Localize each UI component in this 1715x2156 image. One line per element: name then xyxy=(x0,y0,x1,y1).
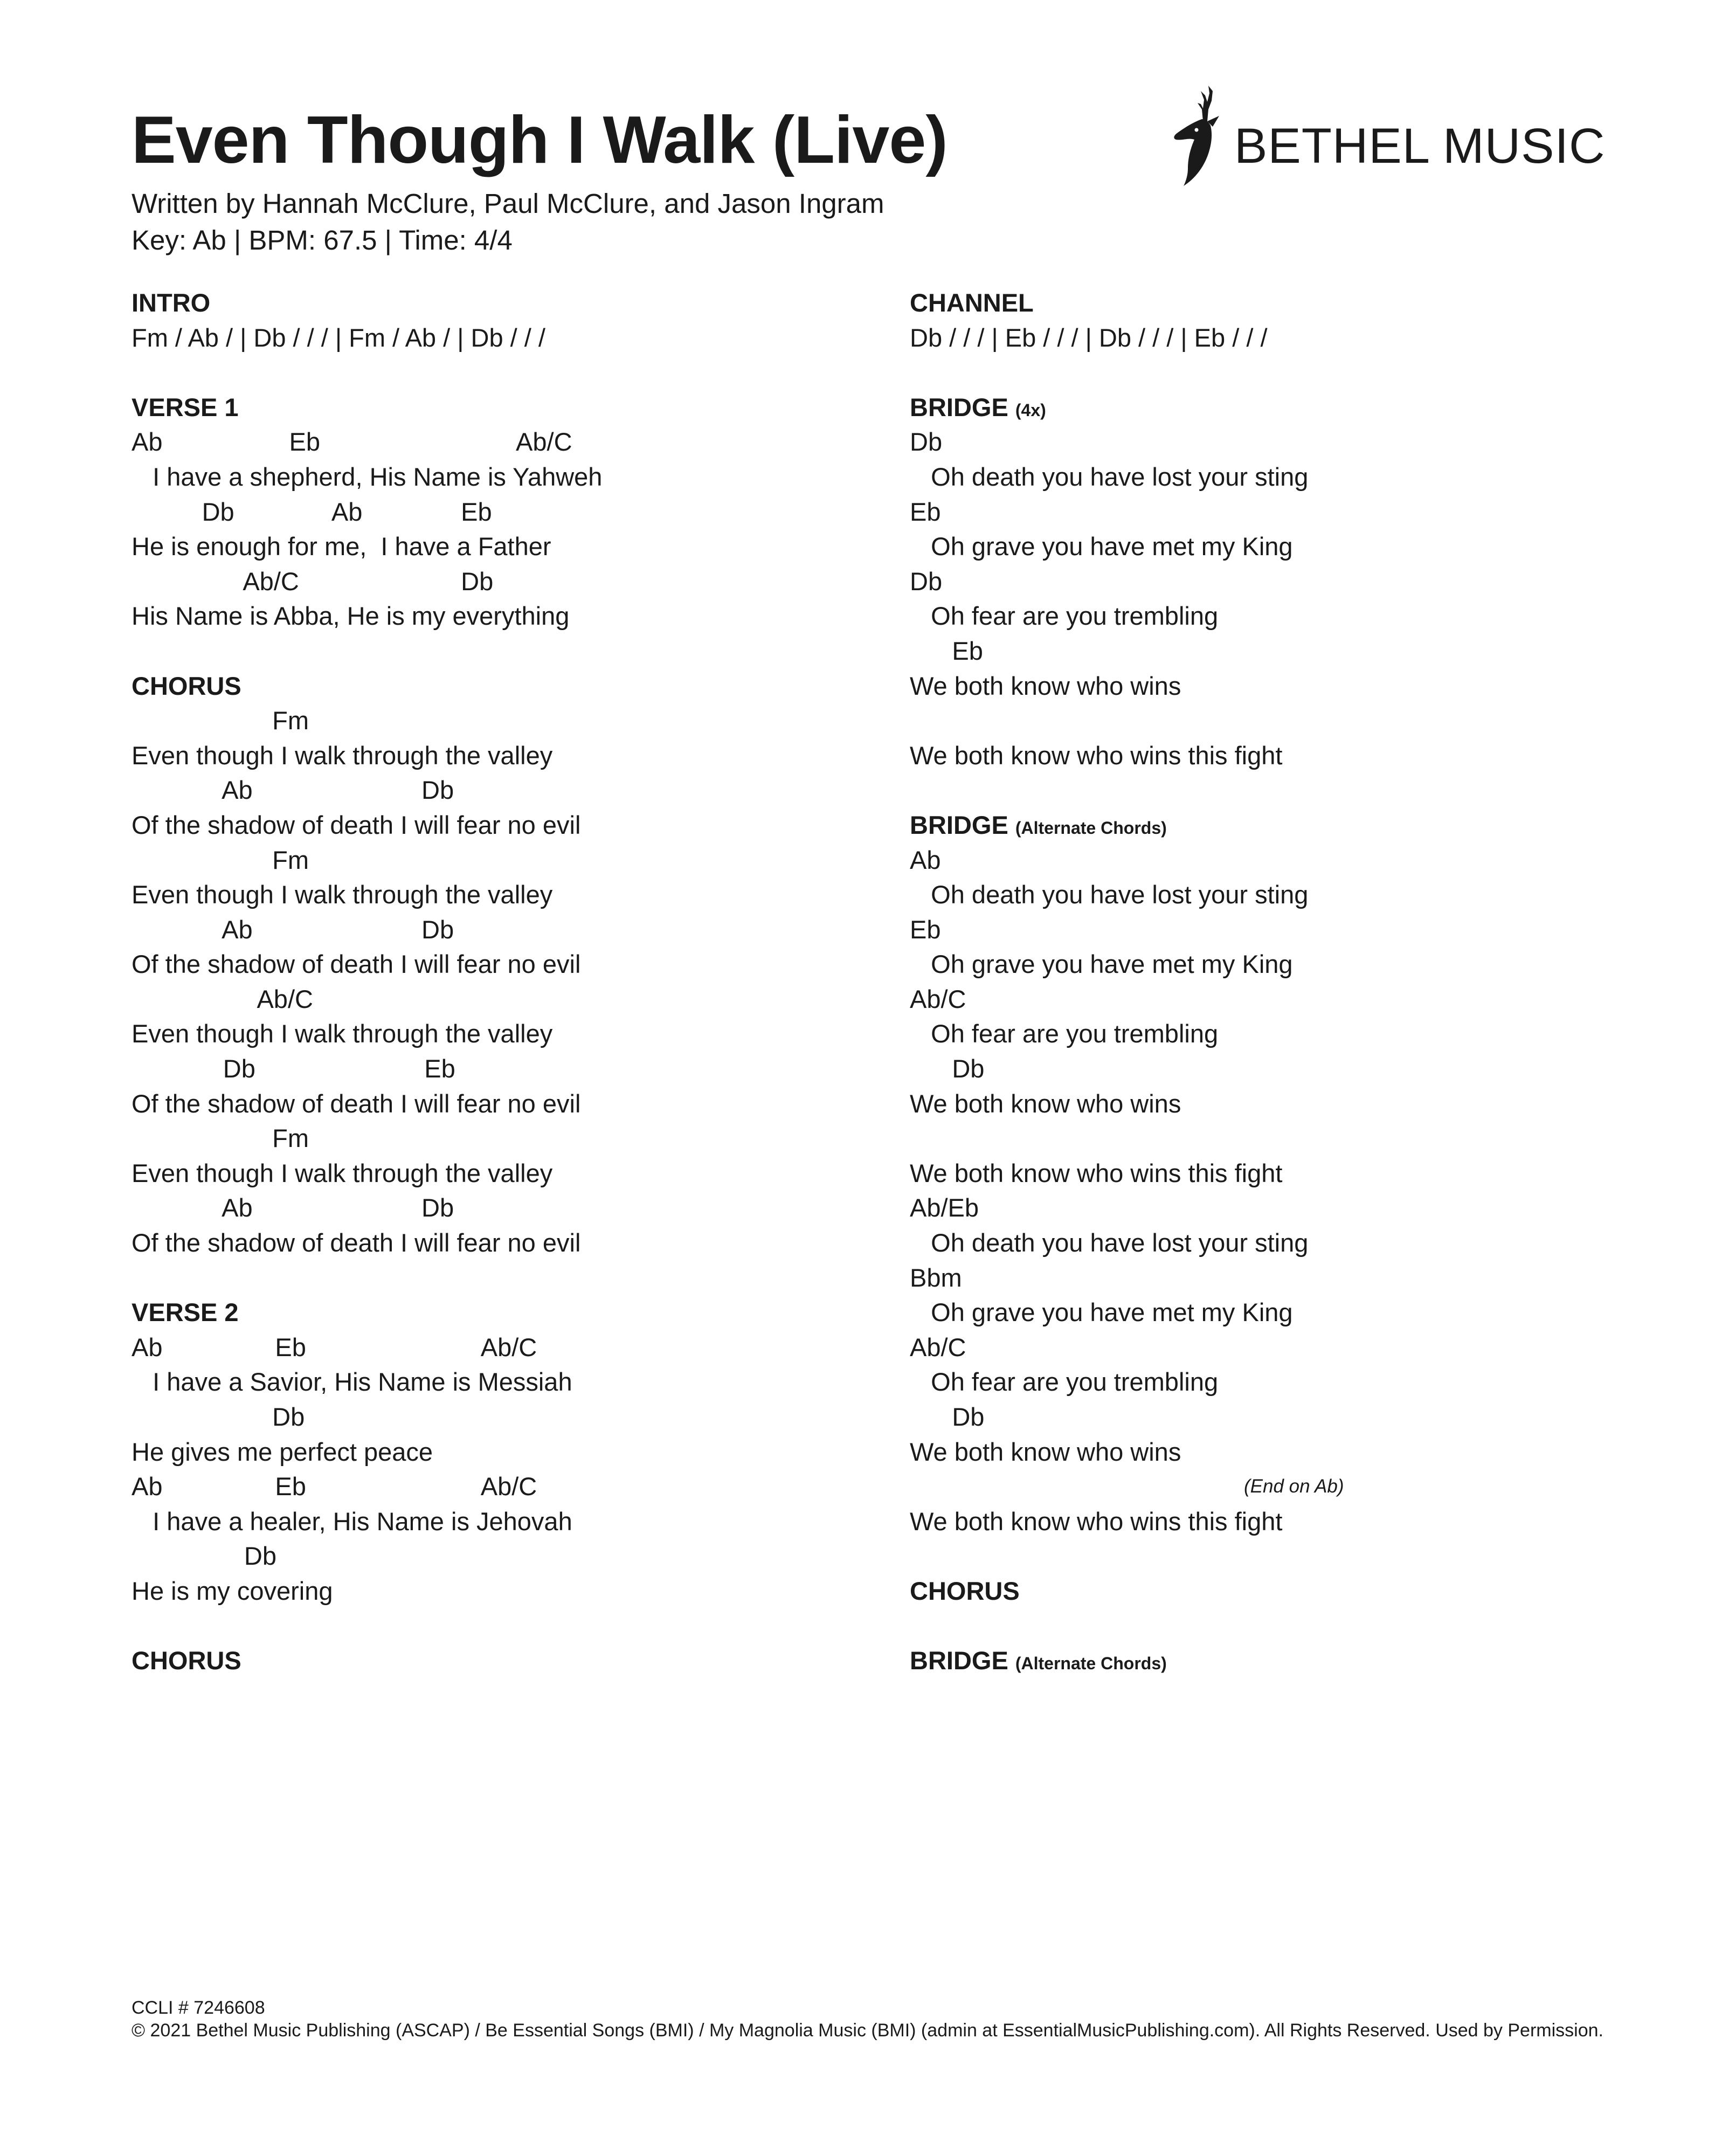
chord-line: Db / / / | Eb / / / | Db / / / | Eb / / / xyxy=(910,323,1268,352)
section-heading: CHANNEL xyxy=(910,288,1034,317)
chord-line: Db xyxy=(910,566,943,596)
chord-line: Fm xyxy=(132,1124,309,1153)
spacer xyxy=(132,1261,832,1296)
chord-line: Ab Eb Ab/C xyxy=(132,1332,537,1362)
chord-line: Ab Db xyxy=(132,776,454,805)
lyric-line: Even though I walk through the valley xyxy=(132,741,553,770)
lyric-line: Oh grave you have met my King xyxy=(910,950,1293,979)
footer xyxy=(132,1996,1608,2042)
chord-line: Db Eb xyxy=(132,1054,455,1083)
channel-section xyxy=(910,286,1610,355)
lyric-line: We both know who wins xyxy=(910,1089,1181,1118)
section-heading: INTRO xyxy=(132,288,211,317)
lyric-line: Even though I walk through the valley xyxy=(132,880,553,909)
copyright-notice: © 2021 Bethel Music Publishing (ASCAP) / Be Essential Songs (BMI) / My Magnolia Music (BMI) (admin at EssentialMusicPublishing.com). All Rights Reserved. Used by Permission. xyxy=(132,2020,1603,2041)
bridge-alt-repeat-heading xyxy=(910,1643,1610,1678)
chord-line: Ab/C xyxy=(910,1332,966,1362)
chord-line: Eb xyxy=(910,636,983,665)
section-heading xyxy=(910,808,1610,843)
spacer xyxy=(910,1121,1610,1156)
left-column xyxy=(132,286,832,1678)
lyric-line: Even though I walk through the valley xyxy=(132,1158,553,1187)
lyric-line: Oh death you have lost your sting xyxy=(910,1228,1309,1257)
chord-line: Eb xyxy=(910,497,941,526)
end-note: (End on Ab) xyxy=(1244,1476,1344,1497)
chorus-section xyxy=(132,669,832,1261)
lyric-line: Of the shadow of death I will fear no evil xyxy=(132,810,581,839)
chord-line: Db xyxy=(132,1402,305,1431)
bridge-alt-repeat-note: (Alternate Chords) xyxy=(1015,1654,1167,1674)
spacer xyxy=(910,1609,1610,1644)
lyric-line: Oh death you have lost your sting xyxy=(910,880,1309,909)
chord-line: Db Ab Eb xyxy=(132,497,492,526)
chord-line: Db xyxy=(132,1542,277,1571)
deer-head-icon xyxy=(1170,84,1229,186)
chord-line: Fm / Ab / | Db / / / | Fm / Ab / | Db / / / xyxy=(132,323,545,352)
section-heading: CHORUS xyxy=(132,671,241,700)
chord-line: Db xyxy=(910,1402,985,1431)
bridge-alt-note: (Alternate Chords) xyxy=(1015,818,1167,838)
bridge-repeat-note: (4x) xyxy=(1015,400,1046,420)
spacer xyxy=(132,1609,832,1644)
chord-line: Db xyxy=(910,1054,985,1083)
section-heading: VERSE 1 xyxy=(132,392,239,421)
bethel-music-logo xyxy=(1170,84,1606,186)
right-column xyxy=(910,286,1610,1678)
chord-line: Ab/C Db xyxy=(132,566,494,596)
chord-line: Ab xyxy=(910,845,941,874)
logo-wordmark: BETHEL MUSIC xyxy=(1234,119,1606,174)
lyric-line: Oh death you have lost your sting xyxy=(910,462,1309,491)
lyric-line: We both know who wins this fight xyxy=(910,741,1283,770)
verse-2-section xyxy=(132,1295,832,1608)
spacer xyxy=(132,355,832,390)
spacer xyxy=(132,634,832,669)
lyric-line: We both know who wins xyxy=(910,1437,1181,1466)
chorus-repeat-heading: CHORUS xyxy=(910,1576,1020,1605)
spacer xyxy=(910,355,1610,390)
intro-section xyxy=(132,286,832,355)
spacer xyxy=(910,773,1610,808)
section-heading: VERSE 2 xyxy=(132,1298,239,1327)
song-writers: Written by Hannah McClure, Paul McClure, and Jason Ingram xyxy=(132,188,884,219)
chord-line: Ab/Eb xyxy=(910,1193,979,1222)
section-heading xyxy=(910,390,1610,425)
chord-line: Db xyxy=(910,427,943,457)
ccli-number: CCLI # 7246608 xyxy=(132,1998,265,2018)
lyric-line: Oh grave you have met my King xyxy=(910,1298,1293,1327)
chord-line: Ab Eb Ab/C xyxy=(132,427,572,457)
chord-line: Ab Db xyxy=(132,1193,454,1222)
lyric-line: His Name is Abba, He is my everything xyxy=(132,602,570,631)
lyric-line: Oh fear are you trembling xyxy=(910,1019,1219,1048)
spacer xyxy=(910,703,1610,738)
bridge-alternate-section xyxy=(910,808,1610,1539)
lyric-line: I have a Savior, His Name is Messiah xyxy=(132,1367,572,1397)
lyric-line: Of the shadow of death I will fear no evil xyxy=(132,950,581,979)
chord-line: Ab Db xyxy=(132,915,454,944)
lyric-line: We both know who wins xyxy=(910,671,1181,700)
chord-line: Ab Eb Ab/C xyxy=(132,1472,537,1501)
spacer xyxy=(910,1539,1610,1574)
lyric-line: Oh grave you have met my King xyxy=(910,532,1293,561)
chorus-repeat-heading: CHORUS xyxy=(132,1646,241,1675)
bridge-alt-repeat-text: BRIDGE xyxy=(910,1646,1008,1675)
lyric-line: He is enough for me, I have a Father xyxy=(132,532,551,561)
lyric-line: He gives me perfect peace xyxy=(132,1437,433,1466)
lyric-line: We both know who wins this fight xyxy=(910,1507,1283,1536)
lyric-line: Of the shadow of death I will fear no evil xyxy=(132,1228,581,1257)
chord-line: Eb xyxy=(910,915,941,944)
chord-line: Ab/C xyxy=(132,984,313,1013)
song-key-bpm-time: Key: Ab | BPM: 67.5 | Time: 4/4 xyxy=(132,225,513,255)
verse-1-section xyxy=(132,390,832,634)
lyric-line: Even though I walk through the valley xyxy=(132,1019,553,1048)
lyric-line: Of the shadow of death I will fear no evil xyxy=(132,1089,581,1118)
chord-line: Fm xyxy=(132,706,309,735)
bridge-section xyxy=(910,390,1610,773)
lyric-line: Oh fear are you trembling xyxy=(910,1367,1219,1397)
chord-line: Fm xyxy=(132,845,309,874)
chord-line: Ab/C xyxy=(910,984,966,1013)
lyric-line: He is my covering xyxy=(132,1576,333,1605)
lyric-line: Oh fear are you trembling xyxy=(910,602,1219,631)
lyric-line: I have a shepherd, His Name is Yahweh xyxy=(132,462,603,491)
bridge-heading-text: BRIDGE xyxy=(910,392,1008,421)
bridge-alt-heading-text: BRIDGE xyxy=(910,810,1008,839)
song-title: Even Though I Walk (Live) xyxy=(132,103,948,177)
chord-line: Bbm xyxy=(910,1263,962,1292)
lyric-line: I have a healer, His Name is Jehovah xyxy=(132,1507,572,1536)
lyric-line: We both know who wins this fight xyxy=(910,1158,1283,1187)
